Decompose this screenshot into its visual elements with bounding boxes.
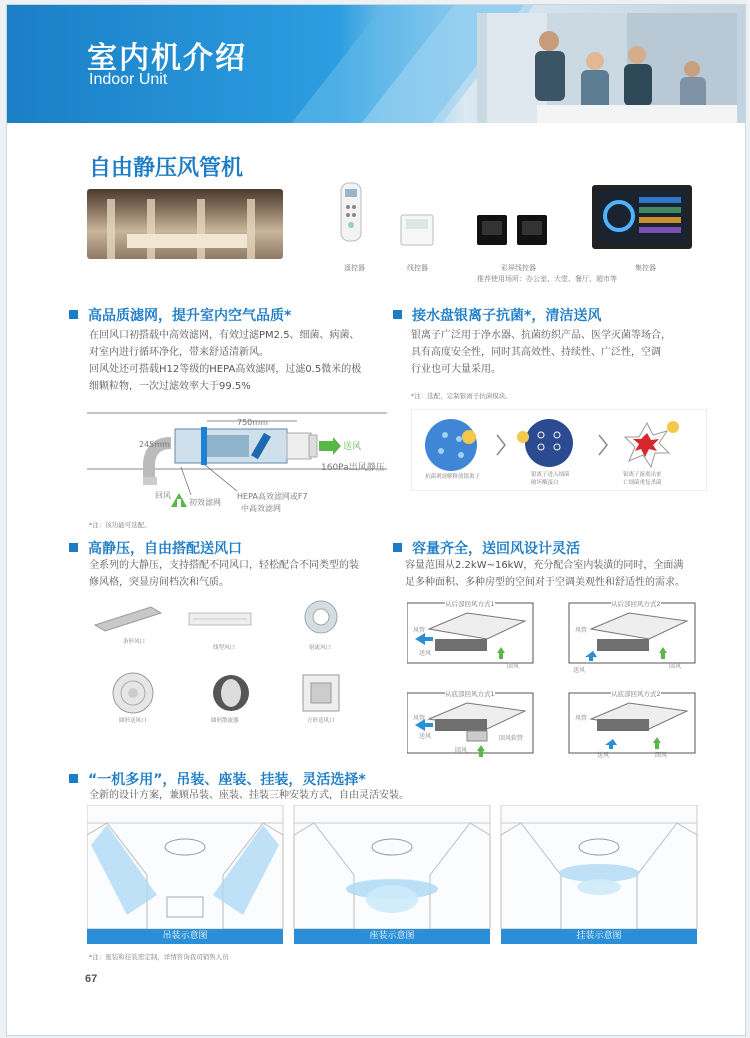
install-paragraph: 全新的设计方案，兼顾吊装、座装、挂装三种安装方式，自由灵活安装。 (89, 790, 409, 801)
box-label: 回风软管 (499, 735, 524, 742)
return-label: 回风 (655, 752, 668, 759)
hepa-label: 中高效滤网 (241, 504, 281, 513)
product-title: 自由静压风管机 (89, 156, 244, 181)
silver-step-label: 银离子进入细菌 (531, 472, 570, 478)
install-panel (501, 805, 697, 929)
outlet-label: 方形送风口 (307, 718, 335, 724)
supply-label: 送风 (419, 650, 432, 657)
section-heading: “一机多用”，吊装、座装、挂装，灵活选择* (69, 769, 366, 789)
bullet-square-icon (393, 310, 402, 319)
return-air-diagrams (407, 599, 697, 759)
static-paragraph: 全系列的大静压，支持搭配不同风口，轻松配合不同类型的装 修风格，突显房间档次和气质。 (89, 560, 359, 588)
bullet-square-icon (69, 774, 78, 783)
static-label: 160Pa出风静压 (321, 463, 385, 473)
mode-title: 从后部回风方式2 (611, 600, 661, 608)
lobby-photo (87, 189, 283, 259)
outlet-label: 线型风口 (213, 645, 236, 651)
silver-step-label: 破坏酶蛋白 (531, 480, 559, 486)
return-label: 回风 (455, 747, 468, 754)
section-heading: 高静压，自由搭配送风口 (69, 538, 242, 558)
primary-filter-label: 初效滤网 (189, 498, 221, 507)
width-dimension: 750mm (237, 418, 268, 427)
brochure-page (6, 4, 746, 1036)
duct-label: 风管 (413, 715, 426, 722)
duct-label: 风管 (575, 715, 588, 722)
office-photo (477, 13, 737, 123)
page-number: 67 (85, 973, 98, 985)
page-subtitle: Indoor Unit (89, 71, 168, 88)
height-dimension: 245mm (139, 440, 170, 449)
mode-title: 从底部回风方式1 (445, 690, 495, 698)
duct-label: 风管 (413, 627, 426, 634)
filter-note: *注：该功能可选配。 (89, 521, 151, 529)
supply-label: 送风 (343, 442, 362, 452)
mode-panel (569, 603, 695, 663)
silver-note: *注：选配，定制银离子抗菌模块。 (411, 392, 512, 400)
install-note: *注：座装和挂装需定制，详情咨询我司销售人员 (89, 953, 229, 961)
outlets-image (91, 599, 371, 729)
bullet-square-icon (69, 543, 78, 552)
install-illustrations (87, 805, 727, 929)
supply-label: 送风 (573, 667, 586, 674)
duct-label: 风管 (575, 627, 588, 634)
install-label: 挂装示意图 (501, 929, 697, 944)
section-heading: 容量齐全，送回风设计灵活 (393, 538, 580, 558)
install-label: 吊装示意图 (87, 929, 283, 944)
supply-label: 送风 (419, 733, 432, 740)
silver-step-label: 银离子游离出来 (623, 472, 662, 478)
bullet-square-icon (69, 310, 78, 319)
page-title: 室内机介绍 (87, 41, 247, 76)
hepa-label: HEPA高效滤网或F7 (237, 492, 308, 501)
outlet-label: 射流风口 (309, 645, 332, 651)
install-panel (294, 805, 490, 929)
return-label: 回风 (669, 663, 682, 670)
mode-title: 从后部回风方式1 (445, 600, 495, 608)
mode-title: 从底部回风方式2 (611, 690, 661, 698)
controller-label: 遥控器 (344, 264, 365, 272)
mode-panel (569, 693, 695, 753)
outlet-label: 圆形送风口 (119, 718, 147, 724)
outlet-label: 圆形散流器 (211, 718, 239, 724)
controller-label: 线控器 (407, 264, 428, 272)
install-label: 座装示意图 (294, 929, 490, 944)
silver-step-label: 亡细菌重复杀菌 (623, 480, 662, 486)
bullet-square-icon (393, 543, 402, 552)
outlet-label: 条形风口 (123, 639, 146, 645)
mode-panel (407, 693, 533, 757)
section-heading: 接水盘银离子抗菌*，清洁送风 (393, 305, 601, 325)
return-label: 回风 (155, 491, 171, 500)
controller-label: 彩屏线控器 (501, 264, 536, 272)
silver-paragraph: 银离子广泛用于净水器、抗菌纺织产品、医学灭菌等场合， 具有高度安全性，同时其高效性、持续性、广泛性，空调 行业也可大量采用。 (411, 330, 671, 375)
controller-label: 集控器 (635, 264, 656, 272)
install-panel (87, 805, 283, 929)
silver-step-label: 抗菌剂溶解释放银离子 (425, 474, 481, 480)
return-label: 回风 (507, 663, 520, 670)
filter-paragraph: 在回风口初搭载中高效滤网，有效过滤PM2.5、细菌、病菌、 对室内进行循环净化，带来舒适清新风。 回风处还可搭载H12等级的HEPA高效滤网，过滤0.5微米的极 细颗粒物，一次过滤效率大于99.5% (89, 330, 362, 392)
section-heading: 高品质滤网，提升室内空气品质* (69, 305, 291, 325)
controllers-image (337, 181, 697, 259)
supply-label: 送风 (597, 752, 610, 759)
capacity-paragraph: 容量范围从2.2kW~16kW，充分配合室内装潢的同时，全面满 足多种面积、多种房型的空间对于空调美观性和舒适性的需求。 (405, 560, 685, 588)
header-banner (7, 5, 745, 123)
recommend-text: 推荐使用场所：办公室、大堂、餐厅、超市等 (477, 275, 617, 283)
